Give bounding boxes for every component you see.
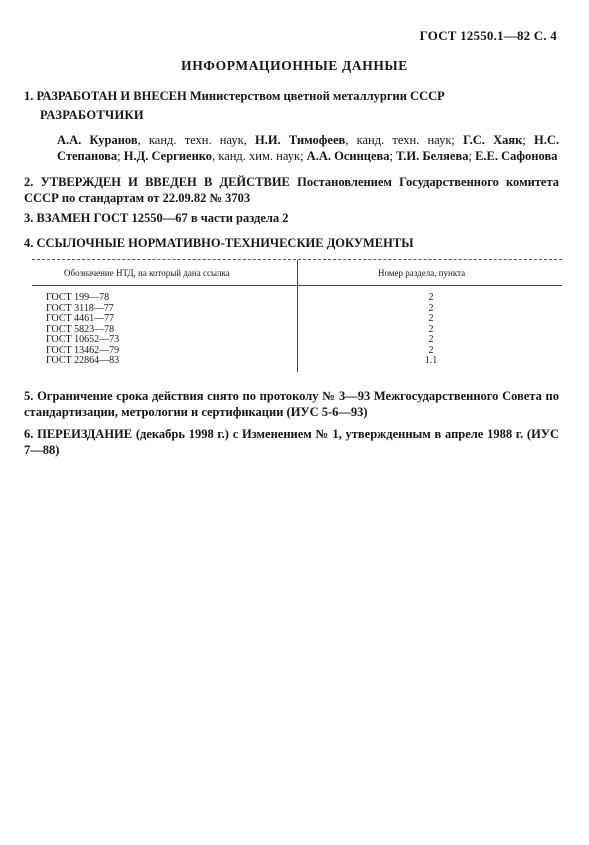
author-name: Г.С. Хаяк xyxy=(463,133,523,147)
table-header-document: Обозначение НТД, на который дана ссылка xyxy=(64,268,230,278)
section-6-heading: ПЕРЕИЗДАНИЕ xyxy=(37,427,133,441)
table-cell-section: 2 xyxy=(428,302,434,314)
table-cell-section: 2 xyxy=(428,334,434,345)
section-2-heading: УТВЕРЖДЕН И ВВЕДЕН В ДЕЙСТВИЕ xyxy=(40,175,290,189)
section-3-heading: ВЗАМЕН ГОСТ 12550—67 xyxy=(36,211,188,225)
table-cell-section: 2 xyxy=(428,323,434,335)
authors-list xyxy=(57,132,559,164)
author-name: Е.Е. Сафонова xyxy=(475,149,558,163)
author-name: Н.Д. Сергиенко xyxy=(123,149,213,163)
table-cell-document: ГОСТ 22864—83 xyxy=(46,355,120,366)
developers-heading: РАЗРАБОТЧИКИ xyxy=(40,108,144,122)
table-cell-section: 2 xyxy=(428,313,434,324)
section-5-text: Ограничение срока действия снято по протоколу № 3—93 Межгосударственного Совета по стандартизации, метрологии и сертификации (ИУС 5-6—93) xyxy=(24,389,560,419)
section-6-text: (декабрь 1998 г.) с Изменением № 1, утвержденным в апреле 1988 г. (ИУС 7—88) xyxy=(24,427,560,457)
table-cell-document: ГОСТ 199—78 xyxy=(46,292,110,303)
table-cell-section: 2 xyxy=(428,344,434,356)
section-4-number: 4. xyxy=(24,236,34,250)
section-1-heading: РАЗРАБОТАН И ВНЕСЕН xyxy=(36,89,187,103)
document-reference: ГОСТ 12550.1—82 С. 4 xyxy=(419,28,557,43)
author-title: ; xyxy=(389,149,397,163)
table-cell-section: 2 xyxy=(428,292,434,303)
section-3-number: 3. xyxy=(24,211,34,225)
table-cell-document: ГОСТ 10652—73 xyxy=(46,334,120,345)
section-4-heading: ССЫЛОЧНЫЕ НОРМАТИВНО-ТЕХНИЧЕСКИЕ ДОКУМЕНТЫ xyxy=(36,236,414,250)
page-title: ИНФОРМАЦИОННЫЕ ДАННЫЕ xyxy=(181,58,408,73)
section-1-number: 1. xyxy=(24,89,34,103)
section-6 xyxy=(24,426,559,458)
table-cell-section: 1.1 xyxy=(424,355,438,366)
author-name: А.А. Осинцева xyxy=(306,149,390,163)
table-cell-document: ГОСТ 5823—78 xyxy=(46,323,115,335)
table-row xyxy=(46,335,546,346)
reference-table-body xyxy=(46,293,546,367)
author-title: , канд. хим. наук; xyxy=(212,149,307,163)
section-2 xyxy=(24,174,559,206)
author-name: Т.И. Беляева xyxy=(396,149,469,163)
table-header-section: Номер раздела, пункта xyxy=(378,268,466,278)
table-row xyxy=(46,346,546,357)
section-1 xyxy=(24,88,559,104)
section-1-text: Министерством цветной металлургии СССР xyxy=(186,89,445,103)
table-cell-document: ГОСТ 4461—77 xyxy=(46,313,115,324)
author-name: А.А. Куранов xyxy=(57,133,138,147)
section-6-number: 6. xyxy=(24,427,34,441)
table-cell-document: ГОСТ 3118—77 xyxy=(46,302,114,314)
table-row xyxy=(46,304,546,315)
table-row xyxy=(46,293,546,304)
section-3 xyxy=(24,210,559,226)
section-2-number: 2. xyxy=(24,175,34,189)
table-cell-document: ГОСТ 13462—79 xyxy=(46,344,120,356)
section-2-text: Постановлением Государственного комитета СССР по стандартам от 22.09.82 № 3703 xyxy=(24,175,560,205)
author-title: ; xyxy=(522,133,534,147)
author-name: Н.С. Степанова xyxy=(57,133,559,163)
author-title: ; xyxy=(117,149,124,163)
section-5 xyxy=(24,388,559,420)
section-3-text: в части раздела 2 xyxy=(187,211,289,225)
author-title: , канд. техн. наук, xyxy=(137,133,256,147)
table-row xyxy=(46,325,546,336)
author-title: , канд. техн. наук; xyxy=(345,133,464,147)
table-row xyxy=(46,314,546,325)
section-5-number: 5. xyxy=(24,389,34,403)
section-4 xyxy=(24,235,559,251)
table-row xyxy=(46,356,546,367)
author-name: Н.И. Тимофеев xyxy=(255,133,346,147)
author-title: ; xyxy=(468,149,476,163)
